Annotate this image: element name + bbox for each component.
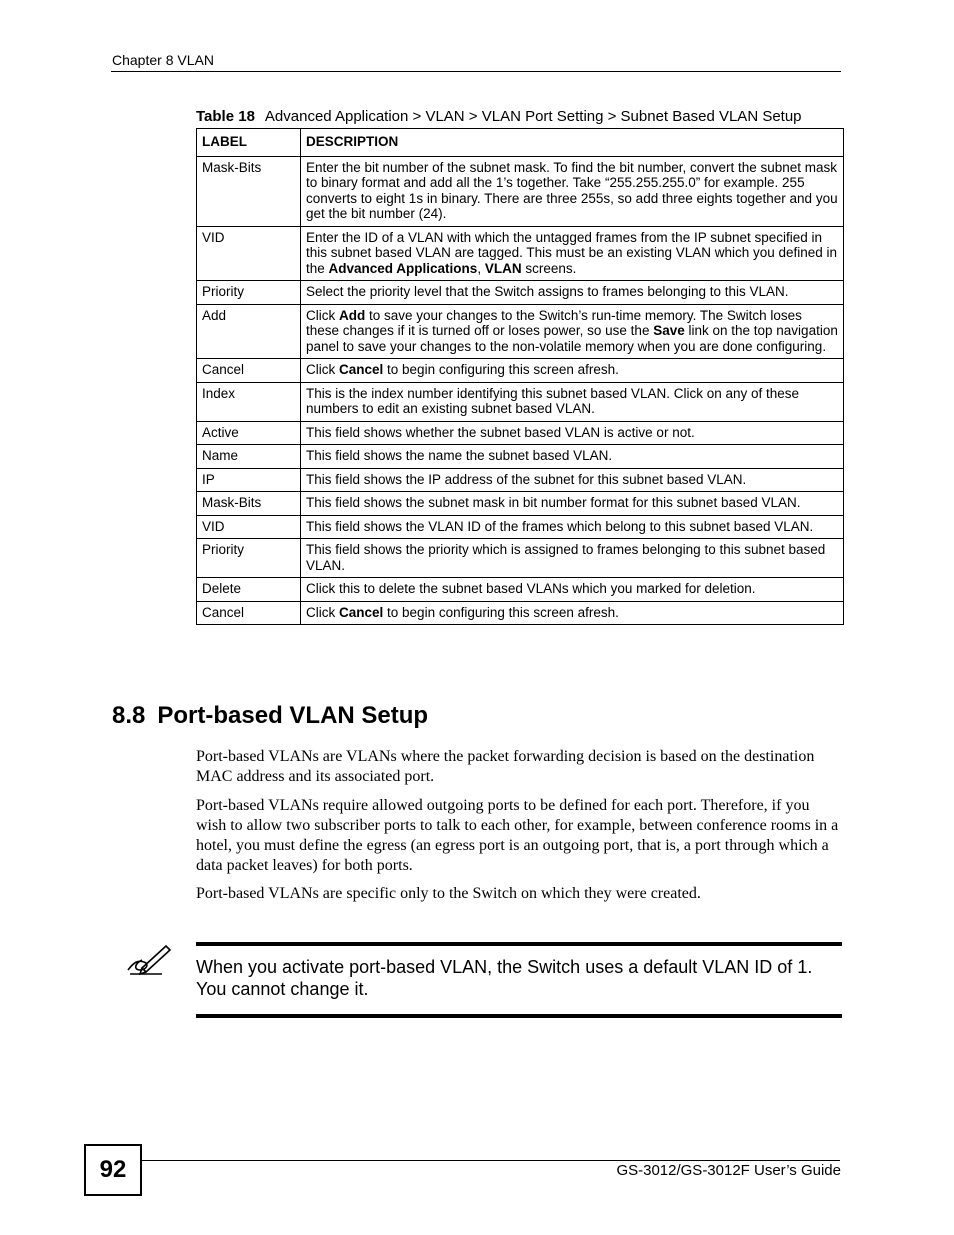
row-label: Active [197, 421, 301, 445]
table-row [197, 445, 844, 469]
table-row [197, 304, 844, 359]
row-label: Name [197, 445, 301, 469]
row-description: This field shows the priority which is assigned to frames belonging to this subnet based VLAN. [301, 539, 844, 578]
section-heading: Port-based VLAN Setup [157, 702, 429, 729]
table-caption [196, 108, 802, 125]
guide-title: GS-3012/GS-3012F User’s Guide [616, 1162, 841, 1179]
label-column-header: LABEL [197, 129, 301, 157]
row-description: This field shows the name the subnet based VLAN. [301, 445, 844, 469]
row-label: Priority [197, 281, 301, 305]
row-label: Priority [197, 539, 301, 578]
description-table [196, 128, 844, 625]
row-description: Select the priority level that the Switch assigns to frames belonging to this VLAN. [301, 281, 844, 305]
page-number: 92 [84, 1144, 142, 1196]
row-label: VID [197, 226, 301, 281]
table-row [197, 226, 844, 281]
row-description: This field shows the IP address of the subnet for this subnet based VLAN. [301, 468, 844, 492]
row-description: This field shows the subnet mask in bit number format for this subnet based VLAN. [301, 492, 844, 516]
row-label: Cancel [197, 601, 301, 625]
table-row [197, 359, 844, 383]
body-paragraph: Port-based VLANs are VLANs where the packet forwarding decision is based on the destination MAC address and its associated port. [196, 748, 815, 785]
table-row [197, 601, 844, 625]
row-description: Click Cancel to begin configuring this screen afresh. [301, 359, 844, 383]
row-label: Mask-Bits [197, 156, 301, 226]
note-top-rule [196, 942, 842, 946]
section-number: 8.8 [112, 702, 146, 729]
row-label: Cancel [197, 359, 301, 383]
table-header-row [197, 129, 844, 157]
row-description: This field shows the VLAN ID of the frames which belong to this subnet based VLAN. [301, 515, 844, 539]
table-row [197, 539, 844, 578]
footer-rule [140, 1160, 840, 1161]
table-row [197, 281, 844, 305]
header-rule [111, 71, 841, 72]
table-row [197, 382, 844, 421]
table-row [197, 468, 844, 492]
table-row [197, 578, 844, 602]
note-pencil-icon [124, 940, 174, 980]
table-caption-number: Table 18 [196, 108, 255, 125]
row-description: Click Cancel to begin configuring this screen afresh. [301, 601, 844, 625]
row-description: Enter the ID of a VLAN with which the untagged frames from the IP subnet specified in this subnet based VLAN are tagged. This must be an existing VLAN which you defined in the Advanced Applications, VLAN screens. [301, 226, 844, 281]
section-title [112, 702, 440, 730]
row-label: Mask-Bits [197, 492, 301, 516]
chapter-header: Chapter 8 VLAN [112, 52, 214, 68]
body-paragraph: Port-based VLANs require allowed outgoing ports to be defined for each port. Therefore, if you wish to allow two subscriber ports to talk to each other, for example, between conference rooms in a hotel, you must define the egress (an egress port is an outgoing port, that is, a port through which a data packet leaves) for both ports. [196, 797, 839, 874]
table-row [197, 421, 844, 445]
row-label: Add [197, 304, 301, 359]
row-description: Enter the bit number of the subnet mask. To find the bit number, convert the subnet mask to binary format and add all the 1’s together. Take “255.255.255.0” for example. 255 converts to eight 1s in binary. There are three 255s, so add three eights together and you get the bit number (24). [301, 156, 844, 226]
table-caption-text: Advanced Application > VLAN > VLAN Port Setting > Subnet Based VLAN Setup [264, 108, 802, 125]
table-row [197, 156, 844, 226]
row-label: VID [197, 515, 301, 539]
row-description: Click Add to save your changes to the Switch’s run-time memory. The Switch loses these changes if it is turned off or loses power, so use the Save link on the top navigation panel to save your changes to the non-volatile memory when you are done configuring. [301, 304, 844, 359]
row-description: This field shows whether the subnet based VLAN is active or not. [301, 421, 844, 445]
description-column-header: DESCRIPTION [301, 129, 844, 157]
note-text: When you activate port-based VLAN, the Switch uses a default VLAN ID of 1. You cannot change it. [196, 957, 813, 999]
row-label: Index [197, 382, 301, 421]
row-label: IP [197, 468, 301, 492]
row-description: Click this to delete the subnet based VLANs which you marked for deletion. [301, 578, 844, 602]
table-row [197, 515, 844, 539]
table-row [197, 492, 844, 516]
row-label: Delete [197, 578, 301, 602]
row-description: This is the index number identifying this subnet based VLAN. Click on any of these numbers to edit an existing subnet based VLAN. [301, 382, 844, 421]
body-paragraph: Port-based VLANs are specific only to the Switch on which they were created. [196, 885, 701, 902]
note-bottom-rule [196, 1014, 842, 1018]
